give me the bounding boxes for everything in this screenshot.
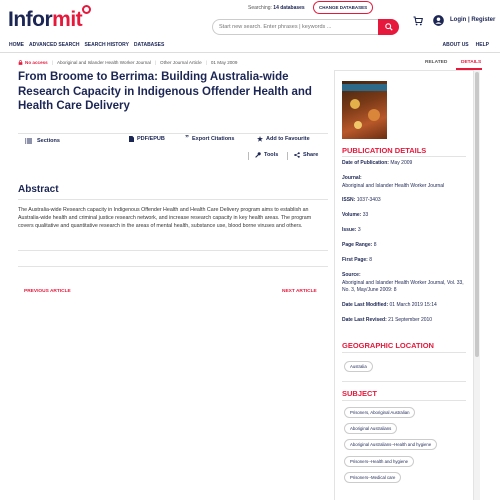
informit-logo[interactable]: Informit	[8, 8, 91, 32]
detail-last-revised: Date Last Revised: 21 September 2010	[342, 317, 433, 323]
section-divider	[342, 400, 466, 401]
export-citations-button[interactable]: ” Export Citations	[185, 134, 235, 143]
share-button[interactable]: Share	[294, 152, 318, 158]
toolbar-separator	[248, 152, 249, 160]
previous-article-link[interactable]: PREVIOUS ARTICLE	[24, 289, 71, 294]
meta-type: Other Journal Article	[160, 60, 202, 65]
access-status: No access	[18, 60, 48, 65]
lock-icon	[18, 60, 23, 65]
tab-related[interactable]: RELATED	[425, 60, 448, 65]
nav-advanced-search[interactable]: ADVANCED SEARCH	[29, 42, 80, 48]
share-icon	[294, 152, 300, 158]
tools-button[interactable]: Tools	[255, 152, 278, 158]
subject-tag[interactable]: Prisoners--Medical care	[344, 472, 401, 483]
nav-help[interactable]: HELP	[475, 42, 489, 48]
journal-cover-image	[342, 81, 387, 139]
cart-icon[interactable]	[413, 16, 423, 26]
search-icon	[385, 23, 393, 31]
nav-search-history[interactable]: SEARCH HISTORY	[84, 42, 129, 48]
search-button[interactable]	[378, 19, 399, 35]
geographic-tag[interactable]: Australia	[344, 361, 373, 372]
meta-separator: |	[205, 60, 207, 65]
toolbar-separator	[287, 152, 288, 160]
next-article-link[interactable]: NEXT ARTICLE	[282, 289, 317, 294]
logo-ring-icon	[82, 5, 91, 14]
meta-journal[interactable]: Aboriginal and Islander Health Worker Journal	[56, 60, 151, 65]
meta-separator: |	[154, 60, 157, 65]
subject-heading: SUBJECT	[342, 389, 378, 398]
detail-first-page: First Page: 8	[342, 257, 373, 263]
section-divider	[342, 156, 466, 157]
detail-source: Source: Aboriginal and Islander Health Worker Journal, Vol. 33, No. 3, May/June 2009: 8	[342, 272, 464, 294]
detail-date-of-publication: Date of Publication: May 2009	[342, 160, 413, 166]
subject-tag[interactable]: Prisoners, Aboriginal Australian	[344, 407, 415, 418]
abstract-heading: Abstract	[18, 184, 59, 195]
publication-details-heading: PUBLICATION DETAILS	[342, 146, 427, 155]
detail-last-modified: Date Last Modified: 01 March 2019 15:14	[342, 302, 437, 308]
detail-volume: Volume: 33	[342, 212, 369, 218]
pdf-epub-button[interactable]: PDF/EPUB	[129, 136, 165, 142]
database-count: 14 databases	[273, 5, 305, 11]
abstract-divider	[18, 199, 328, 200]
document-icon	[129, 136, 134, 142]
star-icon	[257, 136, 263, 142]
detail-issn: ISSN: 1037-3403	[342, 197, 381, 203]
user-account-icon[interactable]	[433, 15, 444, 26]
add-to-favourite-button[interactable]: Add to Favourite	[257, 136, 310, 142]
nav-databases[interactable]: DATABASES	[133, 42, 165, 48]
sections-button[interactable]: Sections	[25, 138, 60, 144]
article-meta	[18, 60, 237, 65]
search-input[interactable]	[212, 19, 378, 35]
section-divider	[342, 352, 466, 353]
subject-tag[interactable]: Aboriginal Australians--Health and hygiene	[344, 439, 437, 450]
change-databases-button[interactable]: CHANGE DATABASES	[313, 1, 373, 14]
searching-info: Searching: 14 databases	[248, 5, 305, 11]
detail-issue: Issue: 3	[342, 227, 361, 233]
nav-about-us[interactable]: ABOUT US	[442, 42, 469, 48]
panel-scrollbar-thumb[interactable]	[475, 72, 479, 357]
toolbar-divider	[18, 133, 328, 134]
quote-icon: ”	[185, 134, 189, 143]
subject-tag[interactable]: Prisoners--Health and hygiene	[344, 456, 414, 467]
abstract-text: The Australia-wide Research capacity in Indigenous Offender Health and Health Care Delivery program aims to establish an Australia-wide health and criminal justice research network, and increase research capacity in key health areas. The program covers qualitative and quantitative research in the areas of mental health, substance use, blood borne viruses and others.	[18, 207, 312, 229]
content-divider	[18, 250, 328, 251]
section-divider	[342, 381, 466, 382]
secondary-nav	[443, 42, 489, 48]
article-title: From Broome to Berrima: Building Australia-wide Research Capacity in Indigenous Offender Health and Health Care Delivery	[18, 71, 312, 112]
nav-home[interactable]: HOME	[9, 42, 24, 48]
geographic-location-heading: GEOGRAPHIC LOCATION	[342, 341, 434, 350]
wrench-icon	[255, 152, 261, 158]
login-register-link[interactable]: Login | Register	[450, 17, 496, 23]
header-divider	[0, 52, 500, 53]
detail-page-range: Page Range: 8	[342, 242, 377, 248]
subject-tag[interactable]: Aboriginal Australians	[344, 423, 397, 434]
tab-details[interactable]: DETAILS	[461, 60, 482, 65]
list-icon	[25, 138, 32, 144]
meta-date: 01 May 2009	[210, 60, 238, 65]
main-nav	[9, 42, 164, 48]
meta-separator: |	[51, 60, 53, 65]
content-divider	[18, 266, 328, 267]
detail-journal: Journal: Aboriginal and Islander Health Worker Journal	[342, 175, 445, 189]
